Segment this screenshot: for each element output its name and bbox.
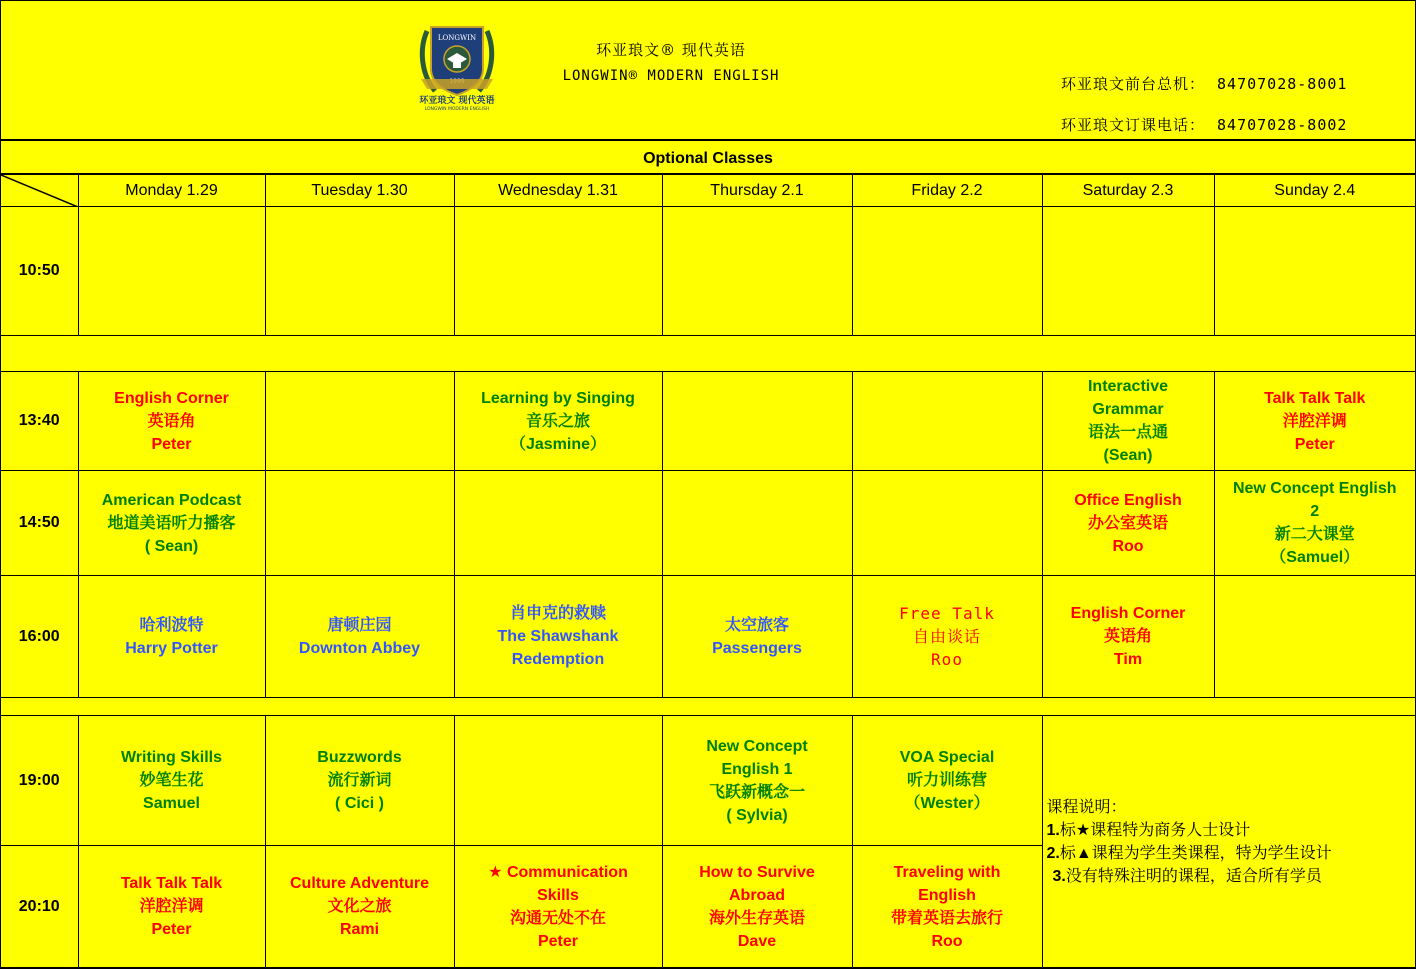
- note-item: 2.标▲课程为学生类课程，特为学生设计: [1046, 844, 1332, 862]
- class-title: Skills: [537, 886, 579, 904]
- time-label: 13:40: [1, 372, 78, 471]
- contact-number[interactable]: 84707028-8002: [1217, 116, 1348, 134]
- class-title: Culture Adventure: [290, 875, 429, 892]
- empty-slot: [852, 372, 1042, 471]
- class-title-cn: 海外生存英语: [708, 909, 805, 927]
- class-title: The Shawshank: [497, 628, 619, 645]
- time-row: [1, 576, 1415, 698]
- class-title-cn: 哈利波特: [139, 616, 204, 634]
- time-row: [1, 372, 1415, 471]
- spacer-cell: [1, 336, 1415, 372]
- class-teacher: (Sean): [1103, 447, 1153, 464]
- empty-slot: [265, 207, 454, 336]
- class-cell[interactable]: [454, 846, 662, 968]
- class-title-cn: 听力训练营: [906, 772, 987, 789]
- class-title: 2: [1310, 503, 1320, 520]
- longwin-logo: [417, 19, 497, 111]
- class-cell[interactable]: [852, 716, 1042, 846]
- class-teacher: （Samuel）: [1270, 549, 1360, 566]
- class-cell[interactable]: [852, 846, 1042, 968]
- class-cell[interactable]: [78, 471, 265, 576]
- class-teacher: Rami: [339, 921, 380, 938]
- class-cell[interactable]: [1042, 471, 1214, 576]
- time-label: 19:00: [1, 716, 78, 846]
- class-teacher: Dave: [737, 932, 777, 950]
- class-title-cn: 洋腔洋调: [139, 898, 204, 915]
- class-title: VOA Special: [899, 749, 995, 766]
- class-title: Harry Potter: [125, 639, 218, 657]
- class-title: Learning by Singing: [481, 389, 635, 407]
- table-title: Optional Classes: [1, 143, 1415, 174]
- class-title: English Corner: [1070, 605, 1186, 622]
- class-title-cn: 带着英语去旅行: [890, 909, 1003, 927]
- brand-en: LONGWIN® MODERN ENGLISH: [562, 68, 780, 84]
- time-label: 16:00: [1, 576, 78, 698]
- class-cell[interactable]: [265, 576, 454, 698]
- class-title: Redemption: [511, 651, 605, 668]
- class-title: Talk Talk Talk: [1264, 389, 1366, 407]
- class-title: How to Survive: [699, 863, 815, 881]
- diagonal-line-icon: [1, 175, 78, 207]
- day-header: Tuesday 1.30: [265, 175, 454, 207]
- class-title-cn: 流行新词: [327, 772, 392, 789]
- class-title: Downton Abbey: [298, 639, 421, 657]
- class-teacher: （Wester）: [904, 795, 990, 812]
- class-title: ★ Communication: [488, 863, 628, 881]
- class-title: Traveling with: [893, 863, 1001, 881]
- class-title-cn: 语法一点通: [1087, 424, 1168, 441]
- time-row: [1, 207, 1415, 336]
- class-teacher: Roo: [1112, 537, 1144, 555]
- spacer-cell: [1, 698, 1415, 716]
- class-title: Talk Talk Talk: [120, 875, 223, 892]
- class-teacher: Samuel: [143, 795, 200, 812]
- class-title-cn: 新二大课堂: [1274, 526, 1355, 543]
- day-header: Saturday 2.3: [1042, 175, 1214, 207]
- contact-label: 环亚琅文前台总机：: [1061, 75, 1206, 93]
- svg-text:LONGWIN: LONGWIN: [437, 34, 477, 42]
- class-title: English 1: [721, 760, 793, 778]
- empty-slot: [662, 372, 852, 471]
- class-cell[interactable]: [662, 846, 852, 968]
- class-teacher: Roo: [931, 650, 963, 669]
- empty-slot: [1042, 207, 1214, 336]
- spacer-row: [1, 698, 1415, 716]
- class-title-cn: 英语角: [147, 412, 196, 430]
- empty-slot: [454, 716, 662, 846]
- class-cell[interactable]: [78, 372, 265, 471]
- empty-slot: [454, 207, 662, 336]
- class-cell[interactable]: [454, 576, 662, 698]
- class-title-cn: 妙笔生花: [139, 772, 204, 789]
- empty-slot: [852, 207, 1042, 336]
- notes-title: 课程说明：: [1046, 798, 1127, 816]
- schedule-table: [1, 174, 1415, 968]
- class-teacher: Roo: [931, 932, 963, 950]
- spacer-row: [1, 336, 1415, 372]
- class-teacher: （Jasmine）: [509, 435, 607, 453]
- class-teacher: ( Sylvia): [726, 806, 788, 824]
- class-cell[interactable]: [1042, 576, 1214, 698]
- empty-slot: [265, 471, 454, 576]
- corner-cell: [1, 175, 78, 207]
- class-cell[interactable]: [454, 372, 662, 471]
- front-desk-contact: [1061, 73, 1347, 94]
- class-title-cn: 洋腔洋调: [1282, 412, 1347, 430]
- class-teacher: Tim: [1113, 651, 1143, 668]
- class-title: English: [918, 886, 976, 904]
- time-row: [1, 716, 1415, 846]
- class-title-cn: 肖申克的救赎: [509, 605, 606, 622]
- empty-slot: [662, 471, 852, 576]
- class-teacher: Peter: [151, 435, 192, 453]
- time-label: 10:50: [1, 207, 78, 336]
- class-title-cn: 文化之旅: [327, 898, 392, 915]
- empty-slot: [1214, 576, 1415, 698]
- day-header: Friday 2.2: [852, 175, 1042, 207]
- svg-text:LONGWIN MODERN ENGLISH: LONGWIN MODERN ENGLISH: [424, 107, 490, 111]
- class-title: Free Talk: [899, 604, 995, 623]
- empty-slot: [852, 471, 1042, 576]
- class-teacher: Peter: [151, 921, 192, 938]
- class-cell[interactable]: [662, 716, 852, 846]
- svg-text:环亚琅文 现代英语: 环亚琅文 现代英语: [419, 96, 495, 106]
- empty-slot: [78, 207, 265, 336]
- class-title: Writing Skills: [120, 749, 223, 766]
- class-title-cn: 自由谈话: [912, 627, 981, 646]
- booking-contact: [1061, 114, 1347, 135]
- day-header-row: [1, 175, 1415, 207]
- class-teacher: ( Sean): [144, 537, 199, 555]
- class-cell[interactable]: [78, 846, 265, 968]
- class-title-cn: 办公室英语: [1087, 514, 1168, 532]
- class-cell[interactable]: [265, 716, 454, 846]
- class-teacher: Peter: [1294, 435, 1335, 453]
- class-cell[interactable]: [78, 576, 265, 698]
- class-cell[interactable]: [662, 576, 852, 698]
- class-title-cn: 沟通无处不在: [509, 909, 606, 927]
- class-title: English Corner: [114, 389, 229, 407]
- class-title: New Concept English: [1232, 480, 1397, 497]
- class-title: Grammar: [1092, 401, 1164, 418]
- empty-slot: [454, 471, 662, 576]
- empty-slot: [265, 372, 454, 471]
- brand-block: [501, 37, 841, 89]
- time-row: [1, 471, 1415, 576]
- class-cell[interactable]: [1214, 372, 1415, 471]
- day-header: Sunday 2.4: [1214, 175, 1415, 207]
- note-item: 1.标★课程特为商务人士设计: [1046, 821, 1251, 839]
- day-header: Monday 1.29: [78, 175, 265, 207]
- class-cell[interactable]: [852, 576, 1042, 698]
- class-title: Office English: [1074, 491, 1182, 509]
- class-cell[interactable]: [78, 716, 265, 846]
- class-title: Interactive: [1087, 378, 1169, 395]
- class-title-cn: 地道美语听力播客: [107, 514, 236, 532]
- brand-cn: 环亚琅文® 现代英语: [596, 41, 746, 59]
- class-title-cn: 太空旅客: [724, 616, 789, 634]
- class-title: Buzzwords: [317, 749, 402, 766]
- class-cell[interactable]: [265, 846, 454, 968]
- class-title-cn: 英语角: [1103, 628, 1152, 645]
- day-header: Thursday 2.1: [662, 175, 852, 207]
- class-cell[interactable]: [1214, 471, 1415, 576]
- class-title: Abroad: [729, 886, 785, 904]
- contact-label: 环亚琅文订课电话：: [1061, 116, 1206, 134]
- class-title-cn: 音乐之旅: [525, 412, 590, 430]
- class-title: New Concept: [706, 737, 808, 755]
- class-title: American Podcast: [101, 491, 242, 509]
- time-label: 14:50: [1, 471, 78, 576]
- class-teacher: ( Cici ): [335, 795, 384, 812]
- class-title-cn: 唐顿庄园: [327, 616, 392, 634]
- contact-number[interactable]: 84707028-8001: [1217, 75, 1348, 93]
- note-item: 3.没有特殊注明的课程，适合所有学员: [1052, 867, 1322, 885]
- day-header: Wednesday 1.31: [454, 175, 662, 207]
- class-teacher: Peter: [537, 932, 579, 950]
- class-title-cn: 飞跃新概念一: [708, 783, 805, 801]
- time-label: 20:10: [1, 846, 78, 968]
- header: [1, 1, 1415, 141]
- course-notes: [1042, 716, 1415, 968]
- empty-slot: [1214, 207, 1415, 336]
- empty-slot: [662, 207, 852, 336]
- class-cell[interactable]: [1042, 372, 1214, 471]
- class-title: Passengers: [712, 639, 802, 657]
